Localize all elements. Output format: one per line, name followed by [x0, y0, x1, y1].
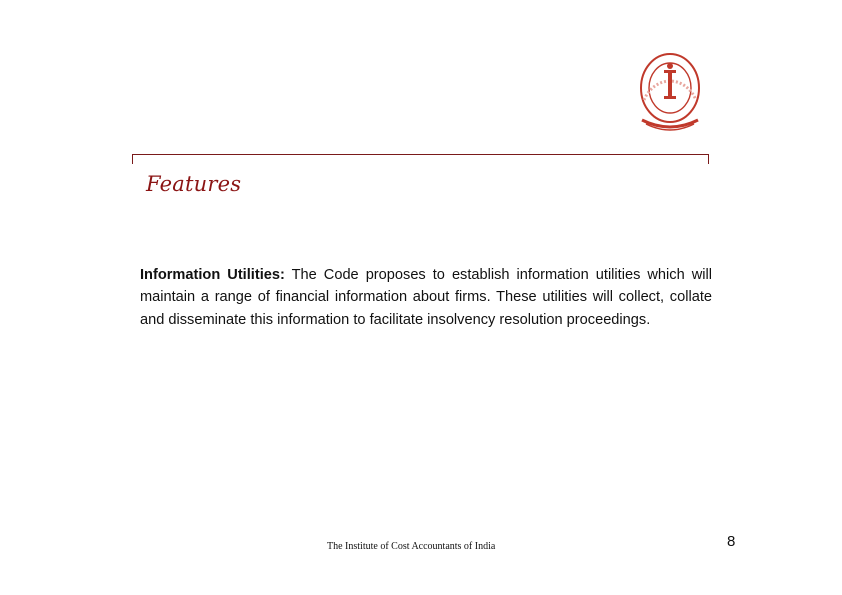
- rule-tick-right: [708, 154, 709, 164]
- page-number: 8: [727, 533, 736, 550]
- paragraph-lead: Information Utilities:: [140, 267, 285, 283]
- paragraph-text: The Code proposes to establish information utilities which will maintain a range of financial information about firms. These utilities will collect, collate and disseminate this information to facilitate insolvency resolution proceedings.: [140, 267, 712, 328]
- footer-text: The Institute of Cost Accountants of India: [327, 541, 496, 552]
- rule-tick-left: [132, 154, 133, 164]
- title-rule: [132, 154, 709, 155]
- body-paragraph: [140, 264, 712, 331]
- institute-logo: [638, 50, 702, 136]
- emblem-icon: [638, 50, 702, 136]
- slide-title: Features: [146, 172, 242, 196]
